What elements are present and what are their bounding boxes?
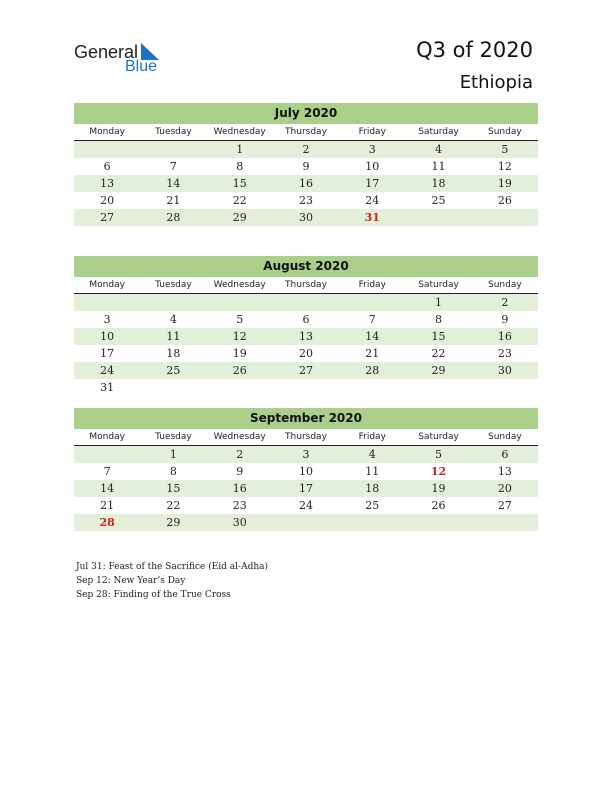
day-cell: 16 [232, 482, 247, 495]
day-cell: 19 [431, 482, 446, 495]
weekday-header-row [74, 277, 538, 294]
empty-day-cell [140, 379, 206, 396]
day-cell: 13 [497, 465, 512, 478]
weekday-label: Friday [358, 432, 386, 442]
brand-blue-text: Blue [125, 58, 158, 75]
week-row [74, 446, 538, 463]
weekday-label: Saturday [418, 127, 459, 137]
day-cell: 26 [232, 364, 247, 377]
day-cell: 10 [298, 465, 313, 478]
day-cell: 5 [236, 313, 244, 326]
empty-day-cell [74, 446, 140, 463]
day-cell: 27 [298, 364, 313, 377]
weekday-label: Saturday [418, 280, 459, 290]
day-cell: 28 [365, 364, 380, 377]
weekday-label: Tuesday [155, 280, 192, 290]
month-calendar [74, 408, 538, 531]
weekday-label: Sunday [487, 280, 522, 290]
day-cell: 3 [368, 143, 376, 156]
day-cell: 15 [232, 177, 247, 190]
weekday-label: Monday [89, 280, 125, 290]
day-cell: 31 [364, 211, 380, 224]
week-row [74, 379, 538, 396]
weekday-header-row [74, 124, 538, 141]
day-cell: 7 [169, 160, 177, 173]
empty-day-cell [207, 294, 273, 311]
day-cell: 30 [232, 516, 247, 529]
day-cell: 3 [103, 313, 111, 326]
week-row [74, 328, 538, 345]
day-cell: 4 [368, 448, 376, 461]
day-cell: 1 [169, 448, 177, 461]
weekday-label: Tuesday [155, 432, 192, 442]
day-cell: 23 [298, 194, 313, 207]
day-cell: 25 [431, 194, 446, 207]
country-subtitle: Ethiopia [459, 72, 533, 93]
day-cell: 29 [431, 364, 446, 377]
empty-day-cell [472, 209, 538, 226]
week-row [74, 294, 538, 311]
day-cell: 5 [435, 448, 443, 461]
weekday-label: Sunday [487, 127, 522, 137]
day-cell: 12 [430, 465, 447, 478]
day-cell: 15 [431, 330, 446, 343]
day-cell: 4 [435, 143, 443, 156]
day-cell: 23 [497, 347, 512, 360]
day-cell: 16 [497, 330, 512, 343]
weekday-label: Friday [358, 280, 386, 290]
day-cell: 22 [431, 347, 446, 360]
weekday-label: Thursday [285, 432, 327, 442]
week-row [74, 345, 538, 362]
day-cell: 18 [365, 482, 380, 495]
holiday-note: Sep 28: Finding of the True Cross [76, 590, 231, 600]
day-cell: 14 [100, 482, 115, 495]
week-row [74, 497, 538, 514]
empty-day-cell [74, 294, 140, 311]
day-cell: 2 [236, 448, 244, 461]
day-cell: 18 [431, 177, 446, 190]
day-cell: 11 [166, 330, 181, 343]
day-cell: 2 [302, 143, 310, 156]
weekday-label: Monday [89, 127, 125, 137]
week-row [74, 175, 538, 192]
empty-day-cell [273, 514, 339, 531]
holiday-notes [76, 560, 268, 602]
empty-day-cell [405, 379, 471, 396]
day-cell: 27 [497, 499, 512, 512]
empty-day-cell [339, 294, 405, 311]
brand-general-text: General [74, 42, 139, 62]
day-cell: 6 [302, 313, 310, 326]
day-cell: 21 [100, 499, 115, 512]
empty-day-cell [472, 514, 538, 531]
weekday-label: Friday [358, 127, 386, 137]
day-cell: 11 [365, 465, 380, 478]
day-cell: 8 [435, 313, 443, 326]
weekday-label: Tuesday [155, 127, 192, 137]
month-title: September 2020 [74, 408, 538, 429]
day-cell: 19 [232, 347, 247, 360]
day-cell: 29 [166, 516, 181, 529]
day-cell: 27 [100, 211, 115, 224]
day-cell: 25 [365, 499, 380, 512]
day-cell: 7 [103, 465, 111, 478]
empty-day-cell [273, 294, 339, 311]
day-cell: 12 [497, 160, 512, 173]
week-row [74, 463, 538, 480]
day-cell: 16 [298, 177, 313, 190]
empty-day-cell [207, 379, 273, 396]
day-cell: 5 [501, 143, 509, 156]
week-row [74, 141, 538, 158]
weekday-label: Wednesday [213, 127, 266, 137]
day-cell: 24 [100, 364, 115, 377]
day-cell: 17 [365, 177, 380, 190]
day-cell: 23 [232, 499, 247, 512]
weekday-label: Thursday [285, 127, 327, 137]
day-cell: 20 [100, 194, 115, 207]
day-cell: 11 [431, 160, 446, 173]
day-cell: 8 [169, 465, 177, 478]
brand-logo [74, 42, 174, 78]
day-cell: 21 [166, 194, 181, 207]
week-row [74, 209, 538, 226]
empty-day-cell [140, 141, 206, 158]
empty-day-cell [405, 209, 471, 226]
day-cell: 20 [298, 347, 313, 360]
day-cell: 15 [166, 482, 181, 495]
day-cell: 7 [368, 313, 376, 326]
empty-day-cell [339, 379, 405, 396]
day-cell: 28 [99, 516, 115, 529]
empty-day-cell [405, 514, 471, 531]
day-cell: 20 [497, 482, 512, 495]
day-cell: 6 [103, 160, 111, 173]
day-cell: 26 [431, 499, 446, 512]
day-cell: 14 [365, 330, 380, 343]
empty-day-cell [140, 294, 206, 311]
weekday-label: Wednesday [213, 280, 266, 290]
day-cell: 28 [166, 211, 181, 224]
month-title: August 2020 [74, 256, 538, 277]
day-cell: 25 [166, 364, 181, 377]
day-cell: 18 [166, 347, 181, 360]
month-title: July 2020 [74, 103, 538, 124]
day-cell: 30 [497, 364, 512, 377]
day-cell: 17 [298, 482, 313, 495]
page-title: Q3 of 2020 [416, 38, 533, 62]
day-cell: 19 [497, 177, 512, 190]
day-cell: 6 [501, 448, 509, 461]
day-cell: 9 [302, 160, 310, 173]
weekday-label: Wednesday [213, 432, 266, 442]
day-cell: 31 [100, 381, 115, 394]
week-row [74, 192, 538, 209]
empty-day-cell [74, 141, 140, 158]
week-row [74, 480, 538, 497]
day-cell: 22 [232, 194, 247, 207]
day-cell: 30 [298, 211, 313, 224]
day-cell: 1 [435, 296, 443, 309]
day-cell: 13 [100, 177, 115, 190]
day-cell: 3 [302, 448, 310, 461]
day-cell: 21 [365, 347, 380, 360]
day-cell: 2 [501, 296, 509, 309]
day-cell: 26 [497, 194, 512, 207]
weekday-label: Thursday [285, 280, 327, 290]
week-row [74, 311, 538, 328]
day-cell: 9 [236, 465, 244, 478]
empty-day-cell [339, 514, 405, 531]
holiday-note: Jul 31: Feast of the Sacrifice (Eid al-Adha) [76, 562, 269, 572]
day-cell: 14 [166, 177, 181, 190]
month-calendar [74, 103, 538, 226]
day-cell: 17 [100, 347, 115, 360]
day-cell: 1 [236, 143, 244, 156]
weekday-label: Sunday [487, 432, 522, 442]
week-row [74, 514, 538, 531]
day-cell: 9 [501, 313, 509, 326]
weekday-header-row [74, 429, 538, 446]
empty-day-cell [472, 379, 538, 396]
week-row [74, 362, 538, 379]
day-cell: 29 [232, 211, 247, 224]
day-cell: 10 [365, 160, 380, 173]
weekday-label: Monday [89, 432, 125, 442]
holiday-note: Sep 12: New Year’s Day [76, 576, 186, 586]
empty-day-cell [273, 379, 339, 396]
day-cell: 12 [232, 330, 247, 343]
day-cell: 24 [298, 499, 313, 512]
day-cell: 22 [166, 499, 181, 512]
day-cell: 24 [365, 194, 380, 207]
day-cell: 8 [236, 160, 244, 173]
month-calendar [74, 256, 538, 396]
day-cell: 4 [169, 313, 177, 326]
weekday-label: Saturday [418, 432, 459, 442]
day-cell: 13 [298, 330, 313, 343]
day-cell: 10 [100, 330, 115, 343]
week-row [74, 158, 538, 175]
